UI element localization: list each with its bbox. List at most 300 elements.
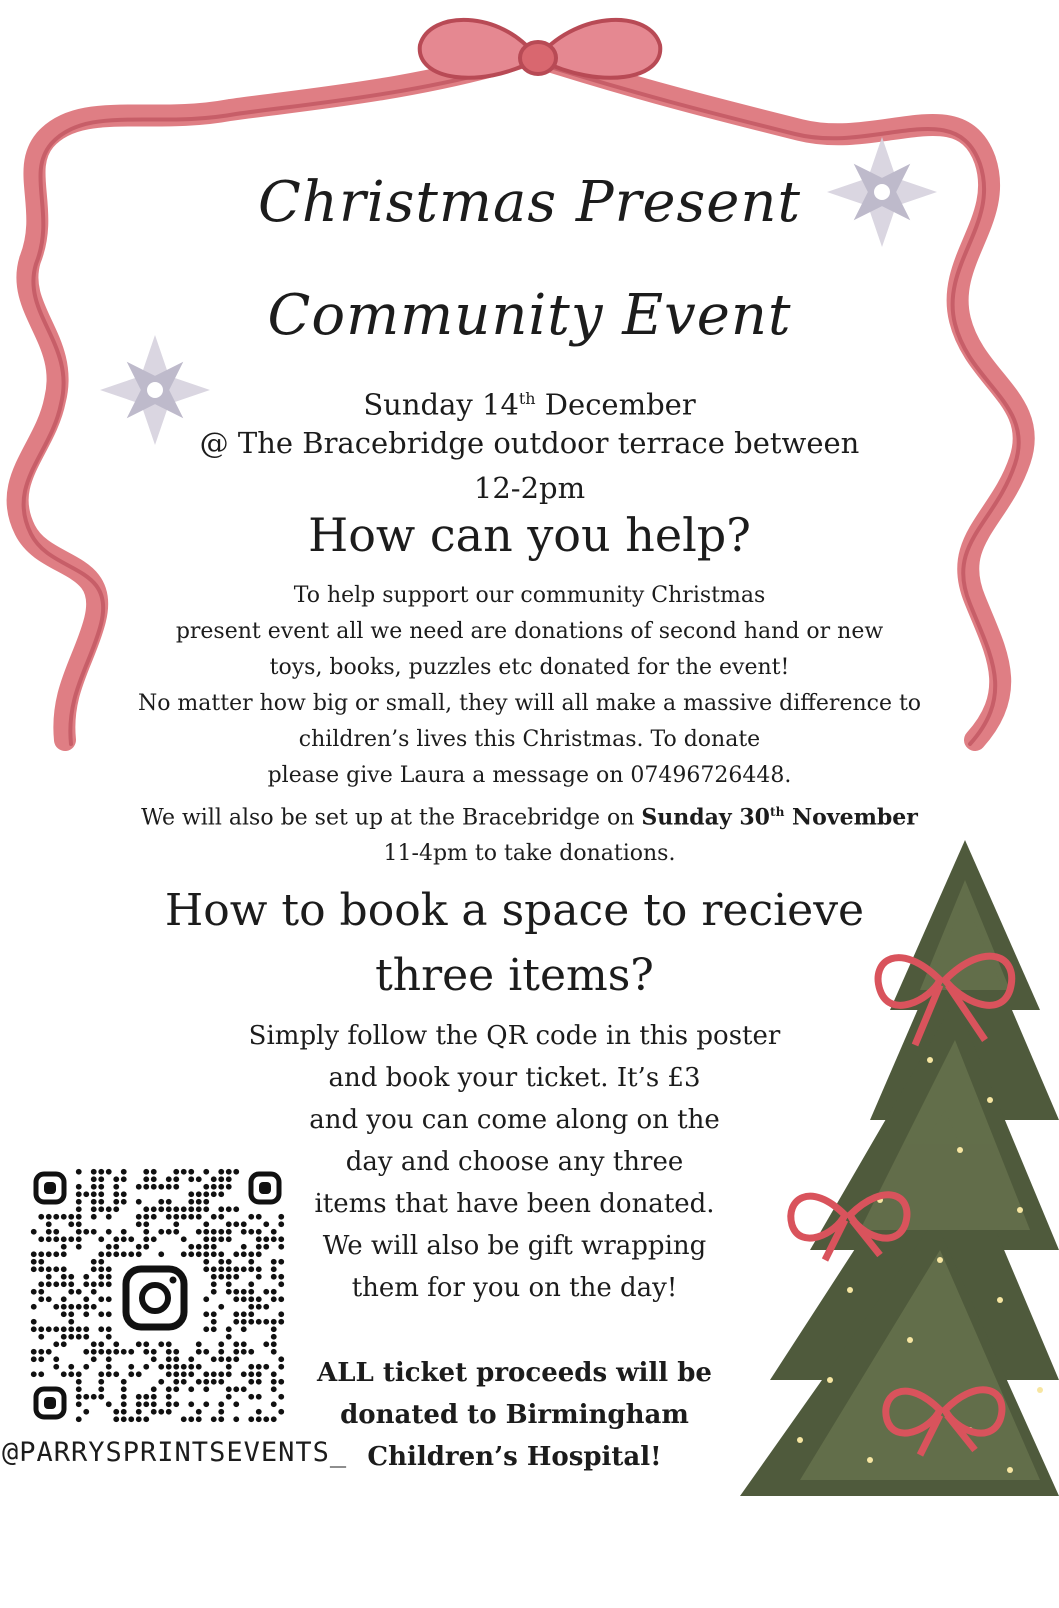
qr-module	[53, 1229, 59, 1235]
qr-module	[203, 1251, 209, 1257]
qr-module	[226, 1184, 232, 1190]
qr-module	[241, 1251, 247, 1257]
qr-module	[98, 1296, 104, 1302]
qr-module	[61, 1311, 67, 1317]
qr-module	[98, 1281, 104, 1287]
qr-module	[203, 1326, 209, 1332]
qr-module	[271, 1349, 277, 1355]
qr-module	[98, 1386, 104, 1392]
qr-module	[83, 1296, 89, 1302]
qr-module	[263, 1221, 269, 1227]
qr-module	[38, 1251, 44, 1257]
qr-module	[233, 1349, 239, 1355]
qr-module	[98, 1169, 104, 1175]
qr-module	[98, 1199, 104, 1205]
qr-module	[31, 1349, 37, 1355]
qr-module	[106, 1169, 112, 1175]
qr-module	[128, 1364, 134, 1370]
qr-module	[211, 1176, 217, 1182]
qr-module	[256, 1274, 262, 1280]
qr-module	[53, 1214, 59, 1220]
qr-module	[233, 1386, 239, 1392]
qr-module	[136, 1371, 142, 1377]
qr-module	[188, 1169, 194, 1175]
qr-module	[83, 1364, 89, 1370]
book-line: and you can come along on the	[309, 1105, 720, 1135]
qr-module	[151, 1349, 157, 1355]
qr-module	[61, 1304, 67, 1310]
qr-module	[181, 1236, 187, 1242]
qr-module	[31, 1259, 37, 1265]
qr-module	[241, 1221, 247, 1227]
qr-module	[98, 1371, 104, 1377]
qr-module	[256, 1394, 262, 1400]
qr-module	[241, 1386, 247, 1392]
help-line: present event all we need are donations of second hand or new	[175, 619, 884, 644]
book-line: day and choose any three	[345, 1147, 684, 1177]
help-line: To help support our community Christmas	[293, 583, 766, 608]
qr-module	[143, 1206, 149, 1212]
qr-module	[128, 1349, 134, 1355]
qr-module	[151, 1409, 157, 1415]
qr-module	[76, 1371, 82, 1377]
book-heading-line2: three items?	[375, 950, 654, 1001]
qr-module	[241, 1296, 247, 1302]
qr-module	[278, 1281, 284, 1287]
qr-module	[121, 1191, 127, 1197]
qr-module	[233, 1274, 239, 1280]
qr-module	[233, 1221, 239, 1227]
qr-module	[256, 1416, 262, 1422]
qr-module	[226, 1266, 232, 1272]
qr-module	[203, 1191, 209, 1197]
help-line: children’s lives this Christmas. To donate	[298, 727, 761, 752]
qr-module	[233, 1169, 239, 1175]
qr-module	[256, 1266, 262, 1272]
qr-module	[196, 1409, 202, 1415]
qr-module	[166, 1386, 172, 1392]
qr-module	[98, 1176, 104, 1182]
qr-module	[226, 1176, 232, 1182]
qr-module	[31, 1251, 37, 1257]
qr-module	[31, 1326, 37, 1332]
qr-module	[53, 1266, 59, 1272]
qr-module	[203, 1206, 209, 1212]
qr-module	[173, 1221, 179, 1227]
qr-module	[83, 1326, 89, 1332]
qr-module	[91, 1176, 97, 1182]
qr-module	[136, 1251, 142, 1257]
qr-module	[188, 1371, 194, 1377]
qr-module	[218, 1371, 224, 1377]
qr-module	[211, 1191, 217, 1197]
qr-module	[241, 1229, 247, 1235]
qr-module	[263, 1416, 269, 1422]
qr-module	[196, 1364, 202, 1370]
qr-module	[53, 1326, 59, 1332]
qr-module	[53, 1281, 59, 1287]
qr-module	[128, 1416, 134, 1422]
qr-module	[106, 1266, 112, 1272]
qr-module	[98, 1251, 104, 1257]
qr-module	[166, 1364, 172, 1370]
qr-module	[211, 1266, 217, 1272]
qr-module	[121, 1176, 127, 1182]
qr-module	[226, 1259, 232, 1265]
qr-module	[136, 1244, 142, 1250]
qr-module	[278, 1296, 284, 1302]
qr-module	[188, 1356, 194, 1362]
qr-module	[203, 1221, 209, 1227]
qr-module	[38, 1326, 44, 1332]
qr-module	[173, 1379, 179, 1385]
book-line: them for you on the day!	[351, 1273, 678, 1303]
qr-module	[151, 1176, 157, 1182]
qr-module	[151, 1184, 157, 1190]
qr-module	[188, 1251, 194, 1257]
qr-module	[211, 1236, 217, 1242]
qr-module	[203, 1236, 209, 1242]
qr-module	[53, 1341, 59, 1347]
qr-module	[31, 1289, 37, 1295]
qr-module	[278, 1409, 284, 1415]
qr-module	[38, 1371, 44, 1377]
qr-module	[196, 1244, 202, 1250]
qr-module	[203, 1169, 209, 1175]
qr-module	[271, 1259, 277, 1265]
qr-module	[211, 1214, 217, 1220]
qr-module	[143, 1184, 149, 1190]
qr-module	[278, 1259, 284, 1265]
qr-module	[211, 1229, 217, 1235]
qr-module	[241, 1326, 247, 1332]
qr-module	[38, 1236, 44, 1242]
qr-module	[196, 1199, 202, 1205]
qr-module	[263, 1236, 269, 1242]
qr-module	[278, 1364, 284, 1370]
qr-module	[203, 1371, 209, 1377]
qr-module	[68, 1319, 74, 1325]
qr-module	[113, 1191, 119, 1197]
qr-module	[68, 1364, 74, 1370]
qr-module	[83, 1304, 89, 1310]
qr-module	[203, 1311, 209, 1317]
qr-module	[46, 1274, 52, 1280]
instagram-handle[interactable]: @PARRYSPRINTSEVENTS_	[2, 1437, 348, 1468]
qr-module	[76, 1416, 82, 1422]
qr-module	[241, 1244, 247, 1250]
qr-module	[233, 1206, 239, 1212]
qr-module	[173, 1356, 179, 1362]
qr-module	[68, 1326, 74, 1332]
qr-module	[76, 1289, 82, 1295]
qr-module	[188, 1416, 194, 1422]
qr-module	[173, 1371, 179, 1377]
qr-module	[248, 1416, 254, 1422]
qr-module	[68, 1334, 74, 1340]
qr-module	[143, 1214, 149, 1220]
qr-module	[91, 1289, 97, 1295]
qr-module	[76, 1191, 82, 1197]
qr-module	[151, 1401, 157, 1407]
qr-module	[218, 1191, 224, 1197]
qr-module	[143, 1364, 149, 1370]
qr-module	[91, 1191, 97, 1197]
qr-module	[233, 1341, 239, 1347]
qr-module	[188, 1386, 194, 1392]
qr-module	[143, 1221, 149, 1227]
qr-module	[203, 1184, 209, 1190]
qr-module	[233, 1319, 239, 1325]
qr-module	[128, 1371, 134, 1377]
qr-module	[241, 1289, 247, 1295]
qr-module	[151, 1394, 157, 1400]
help-line: No matter how big or small, they will all make a massive difference to	[137, 691, 922, 716]
qr-module	[166, 1229, 172, 1235]
qr-module	[53, 1304, 59, 1310]
qr-module	[248, 1281, 254, 1287]
qr-module	[226, 1229, 232, 1235]
qr-module	[68, 1274, 74, 1280]
qr-module	[196, 1191, 202, 1197]
qr-module	[158, 1341, 164, 1347]
qr-module	[263, 1304, 269, 1310]
qr-module	[271, 1386, 277, 1392]
qr-module	[53, 1236, 59, 1242]
qr-module	[61, 1244, 67, 1250]
qr-module	[143, 1401, 149, 1407]
qr-module	[158, 1251, 164, 1257]
qr-module	[248, 1266, 254, 1272]
qr-module	[143, 1394, 149, 1400]
qr-module	[256, 1304, 262, 1310]
qr-module	[98, 1191, 104, 1197]
qr-module	[121, 1401, 127, 1407]
qr-module	[136, 1394, 142, 1400]
qr-module	[248, 1296, 254, 1302]
qr-module	[61, 1296, 67, 1302]
help-heading: How can you help?	[308, 508, 751, 562]
qr-module	[83, 1191, 89, 1197]
qr-module	[226, 1394, 232, 1400]
qr-module	[91, 1266, 97, 1272]
qr-module	[203, 1259, 209, 1265]
event-time: 12-2pm	[473, 471, 586, 505]
qr-module	[256, 1319, 262, 1325]
book-line: Simply follow the QR code in this poster	[248, 1021, 781, 1051]
qr-module	[76, 1229, 82, 1235]
qr-module	[233, 1356, 239, 1362]
qr-module	[271, 1416, 277, 1422]
qr-module	[53, 1251, 59, 1257]
qr-module	[76, 1214, 82, 1220]
qr-module	[106, 1334, 112, 1340]
qr-module	[53, 1364, 59, 1370]
qr-module	[76, 1184, 82, 1190]
qr-module	[203, 1229, 209, 1235]
qr-module	[248, 1379, 254, 1385]
qr-module	[83, 1394, 89, 1400]
qr-module	[68, 1304, 74, 1310]
qr-module	[76, 1304, 82, 1310]
qr-module	[76, 1379, 82, 1385]
qr-module	[278, 1311, 284, 1317]
qr-module	[226, 1169, 232, 1175]
qr-module	[226, 1334, 232, 1340]
qr-module	[226, 1364, 232, 1370]
qr-module	[151, 1356, 157, 1362]
qr-module	[121, 1416, 127, 1422]
qr-module	[256, 1214, 262, 1220]
qr-module	[83, 1281, 89, 1287]
qr-module	[83, 1274, 89, 1280]
qr-module	[211, 1416, 217, 1422]
qr-module	[218, 1416, 224, 1422]
book-heading-line1: How to book a space to recieve	[164, 885, 865, 936]
qr-module	[31, 1319, 37, 1325]
qr-module	[271, 1236, 277, 1242]
qr-module	[166, 1349, 172, 1355]
qr-module	[248, 1259, 254, 1265]
qr-module	[38, 1266, 44, 1272]
qr-module	[68, 1371, 74, 1377]
qr-module	[136, 1341, 142, 1347]
proceeds-line: ALL ticket proceeds will be	[317, 1358, 712, 1388]
qr-module	[211, 1379, 217, 1385]
qr-module	[91, 1259, 97, 1265]
qr-module	[218, 1176, 224, 1182]
qr-module	[121, 1379, 127, 1385]
qr-module	[158, 1199, 164, 1205]
qr-module	[83, 1334, 89, 1340]
qr-module	[226, 1221, 232, 1227]
qr-module	[143, 1176, 149, 1182]
qr-module	[173, 1364, 179, 1370]
qr-module	[98, 1274, 104, 1280]
qr-module	[211, 1251, 217, 1257]
qr-module	[263, 1341, 269, 1347]
qr-module	[173, 1184, 179, 1190]
qr-module	[218, 1356, 224, 1362]
qr-module	[38, 1356, 44, 1362]
qr-module	[61, 1281, 67, 1287]
qr-module	[278, 1319, 284, 1325]
qr-module	[136, 1416, 142, 1422]
qr-module	[226, 1356, 232, 1362]
qr-module	[136, 1221, 142, 1227]
qr-module	[113, 1416, 119, 1422]
qr-module	[181, 1371, 187, 1377]
qr-module	[256, 1296, 262, 1302]
qr-module	[166, 1371, 172, 1377]
qr-module	[218, 1379, 224, 1385]
qr-module	[158, 1364, 164, 1370]
qr-module	[83, 1229, 89, 1235]
qr-module	[218, 1184, 224, 1190]
qr-module	[151, 1169, 157, 1175]
qr-module	[113, 1176, 119, 1182]
qr-module	[38, 1259, 44, 1265]
qr-module	[271, 1266, 277, 1272]
qr-module	[248, 1304, 254, 1310]
qr-module	[196, 1349, 202, 1355]
qr-module	[106, 1251, 112, 1257]
qr-module	[173, 1349, 179, 1355]
book-line: and book your ticket. It’s £3	[328, 1063, 701, 1093]
qr-module	[136, 1199, 142, 1205]
qr-module	[98, 1349, 104, 1355]
qr-module	[158, 1184, 164, 1190]
qr-module	[61, 1266, 67, 1272]
qr-module	[218, 1409, 224, 1415]
qr-module	[76, 1394, 82, 1400]
help-line: please give Laura a message on 07496726448.	[267, 763, 792, 788]
qr-code[interactable]	[30, 1168, 330, 1608]
qr-module	[181, 1364, 187, 1370]
qr-module	[248, 1251, 254, 1257]
qr-module	[98, 1266, 104, 1272]
qr-module	[121, 1236, 127, 1242]
qr-module	[256, 1371, 262, 1377]
qr-module	[106, 1349, 112, 1355]
help-body	[0, 578, 1059, 872]
qr-module	[218, 1169, 224, 1175]
qr-module	[181, 1169, 187, 1175]
qr-module	[106, 1206, 112, 1212]
qr-module	[188, 1176, 194, 1182]
qr-module	[241, 1266, 247, 1272]
qr-module	[181, 1251, 187, 1257]
qr-module	[106, 1281, 112, 1287]
qr-module	[166, 1394, 172, 1400]
qr-module	[173, 1206, 179, 1212]
qr-module	[263, 1319, 269, 1325]
qr-module	[188, 1191, 194, 1197]
qr-module	[248, 1349, 254, 1355]
qr-module	[196, 1416, 202, 1422]
qr-module	[113, 1341, 119, 1347]
qr-module	[46, 1326, 52, 1332]
qr-module	[203, 1401, 209, 1407]
qr-module	[98, 1394, 104, 1400]
qr-module	[188, 1206, 194, 1212]
event-location: @ The Bracebridge outdoor terrace between	[199, 426, 860, 460]
qr-module	[143, 1236, 149, 1242]
qr-module	[181, 1214, 187, 1220]
qr-module	[46, 1221, 52, 1227]
qr-module	[211, 1281, 217, 1287]
qr-module	[106, 1371, 112, 1377]
qr-module	[248, 1364, 254, 1370]
qr-module	[76, 1221, 82, 1227]
qr-module	[91, 1169, 97, 1175]
qr-module	[218, 1236, 224, 1242]
qr-module	[46, 1349, 52, 1355]
qr-module	[203, 1244, 209, 1250]
qr-module	[278, 1221, 284, 1227]
qr-module	[76, 1199, 82, 1205]
qr-module	[113, 1251, 119, 1257]
qr-module	[91, 1341, 97, 1347]
qr-module	[61, 1251, 67, 1257]
qr-module	[91, 1394, 97, 1400]
qr-module	[218, 1229, 224, 1235]
qr-module	[61, 1274, 67, 1280]
qr-module	[256, 1409, 262, 1415]
qr-module	[38, 1289, 44, 1295]
qr-module	[211, 1319, 217, 1325]
qr-module	[46, 1236, 52, 1242]
